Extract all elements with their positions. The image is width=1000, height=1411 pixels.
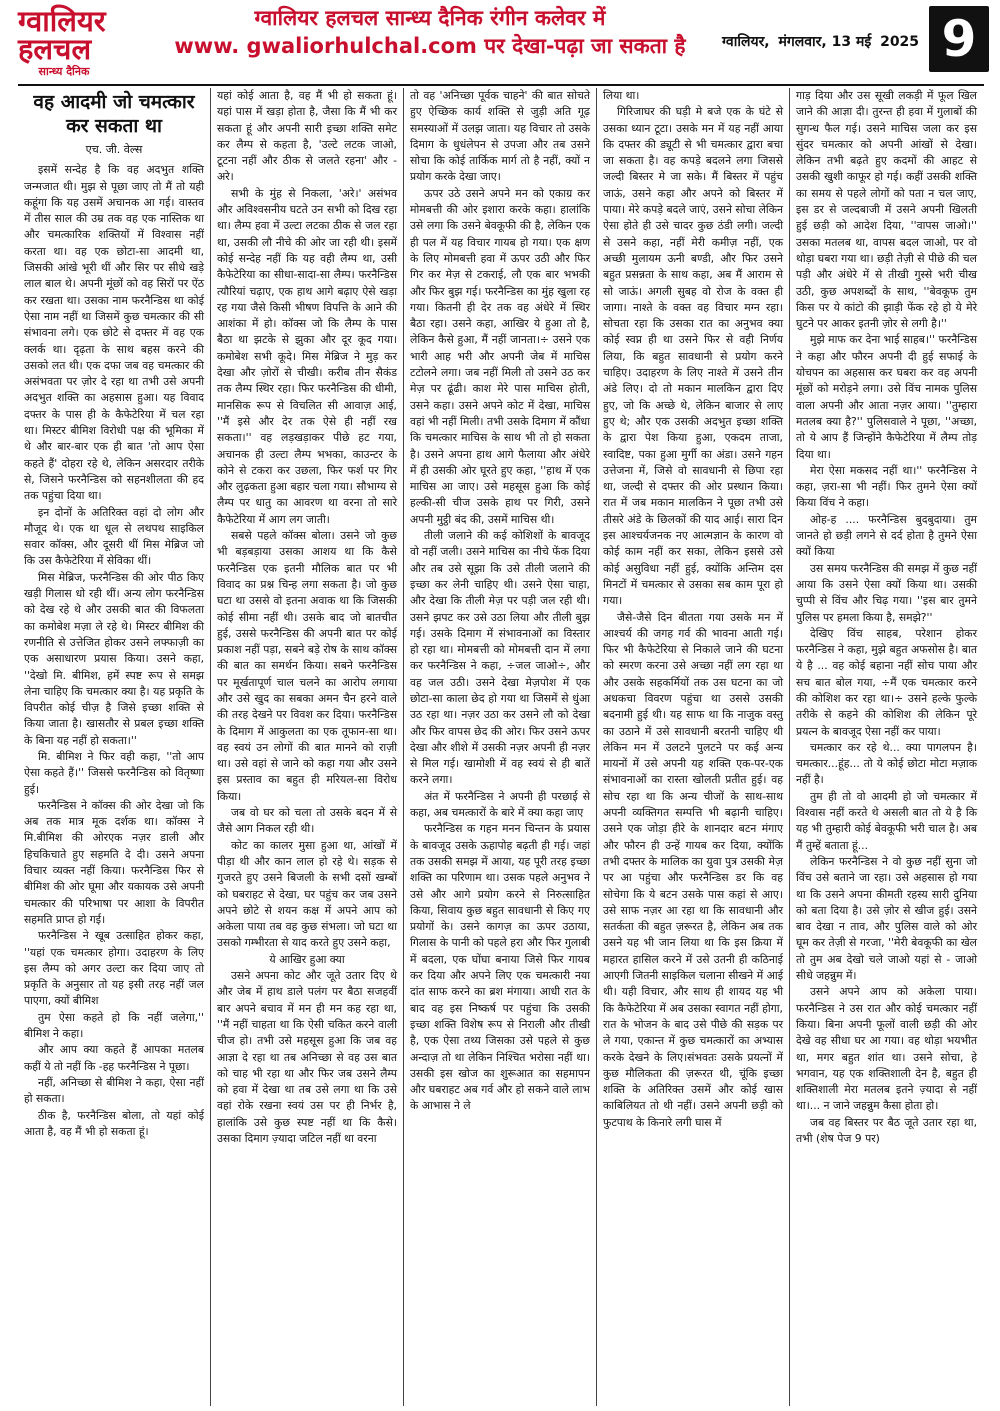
column-1 xyxy=(18,88,211,1406)
header-rule xyxy=(18,84,984,86)
paragraph: अंत में फरनैन्डिस ने अपनी ही परछाई से कहा, अब चमत्कारों के बारे में क्या कहा जाए xyxy=(410,789,590,820)
paragraph: सभी के मुंह से निकला, 'अरे।' असंभव और अविश्वसनीय घटते उन सभी को दिख रहा था। लैम्प हवा में उल्टा लटका ठीक से जल रहा था, उसकी लौ नीचे की ओर जा रही थी। इसमें कोई सन्देह नहीं कि यह वही लैम्प था, उसी कैफेटेरिया का सीधा-सादा-सा लैम्प। फरनैन्डिस त्यौरियां चढ़ाए, एक हाथ आगे बढ़ाए ऐसे खड़ा रह गया जैसे किसी भीषण विपत्ति के आने की आशंका में हो। कॉक्स जो कि लैम्प के पास बैठा था झटके से झुका और दूर कूद गया। कमोबेश सभी कूदे। मिस मेब्रिज ने मुड़ कर देखा और ज़ोरों से चीखी। करीब तीन सैकंड तक लैम्प स्थिर रहा। फिर फरनैन्डिस की धीमी, मानसिक रूप से विचलित सी आवाज़ आई, ''मैं इसे और देर तक ऐसे ही नहीं रख सकता।'' वह लड़खड़ाकर पीछे हट गया, अचानक ही उल्टा लैम्प भभका, काउन्टर के कोने से टकरा कर उछला, फिर फर्श पर गिर और लुढ़कता हुआ बहार चला गया। सौभाग्य से लैम्प पर धातु का आवरण था वरना तो सारे कैफेटेरिया में आग लग जाती। xyxy=(217,186,397,526)
logo-line-2: हलचल xyxy=(18,32,92,66)
paragraph: चमत्कार कर रहे थे... क्या पागलपन है। चमत्कार...हूंह... तो ये कोई छोटा मोटा मज़ाक नहीं है। xyxy=(796,740,977,787)
dateline-year: 2025 xyxy=(880,34,920,50)
paragraph: गाड़ दिया और उस सूखी लकड़ी में फूल खिल जाने की आज्ञा दी। तुरन्त ही हवा में गुलाबों की सुगन्ध फैल गई। उसने माचिस जला कर इस सुंदर चमत्कार को अपनी आंखों से देखा। लेकिन तभी बढ़ते हुए कदमों की आहट से उसकी खुशी काफूर हो गई। कहीं उसकी शक्ति का समय से पहले लोगों को पता न चल जाए, इस डर से जल्दबाजी में उसने अपनी खिलती हुई छड़ी को आदेश दिया, ''वापस जाओ।'' उसका मतलब था, वापस बदल जाओ, पर वो थोड़ा घबरा गया था। छड़ी तेज़ी से पीछे की चल पड़ी और अंधेरे में से तीखी गुस्से भरी चीख उठी, कुछ अपशब्दों के साथ, ''बेवकूफ तुम किस पर ये कांटो की झाड़ी फेंक रहे हो ये मेरे घुटने पर आकर इतनी ज़ोर से लगी है।'' xyxy=(796,89,977,331)
paragraph: लेकिन फरनैन्डिस ने वो कुछ नहीं सुना जो विंच उसे बताने जा रहा। उसे अहसास हो गया था कि उसने अपना कीमती रहस्य सारी दुनिया को बता दिया है। उसे ज़ोर से खीज हुई। उसने बाव देखा न ताव, और पुलिस वाले को ओर घूम कर तेज़ी से गरजा, ''मेरी बेवकूफी का खेल तो तुम अब देखो चले जाओ यहां से - जाओ सीधे जहन्नुम में। xyxy=(796,854,977,983)
paragraph: उसने अपना कोट और जूते उतार दिए थे और जेब में हाथ डाले पलंग पर बैठा सजहवीं बार अपने बचाव में मन ही मन कह रहा था, ''मैं नहीं चाहता था कि ऐसी चकित करने वाली चीज हो। तभी उसे महसूस हुआ कि जब वह आज्ञा दे रहा था तब अनिच्छा से वह उस बात को चाह भी रहा था और फिर जब उसने लैम्प को हवा में देखा था तब उसे लगा था कि उसे वहां रोके रखना स्वयं उस पर ही निर्भर है, हालांकि उसे कुछ स्पष्ट नहीं था कि कैसे। उसका दिमाग ज़्यादा जटिल नहीं था वरना xyxy=(217,969,397,1145)
paragraph: इसमें सन्देह है कि वह अदभुत शक्ति जन्मजात थी। मुझ से पूछा जाए तो मैं तो यही कहूंगा कि यह उसमें अचानक आ गई। वास्तव में तीस साल की उम्र तक वह एक नास्तिक था और चमत्कारिक शक्तियों में विश्वास नहीं करता था। वह एक छोटा-सा आदमी था, जिसकी आंखे भूरी थीं और सिर पर सीधे खड़े लाल बाल थे। अपनी मूंछों को वह सिरों पर ऐंठ कर रखता था। उसका नाम फरनैन्डिस था कोई ऐसा नाम नहीं था जिसमें कुछ चमत्कार की सी संभावना लगे। एक छोटे से दफ्तर में वह एक क्लर्क था। दृढ़ता के साथ बहस करने की उसको लत थी। एक दफा जब वह चमत्कार की असंभवता पर ज़ोर दे रहा था तभी उसे अपनी अदभुत शक्ति का अहसास हुआ। यह विवाद दफ्तर के पास ही के कैफेटेरिया में चल रहा था। मिस्टर बीमिश विरोधी पक्ष की भूमिका में थे और बार-बार एक ही बात 'तो आप ऐसा कहते हैं' दोहरा रहे थे, लेकिन असरदार तरीके से, जिसने फरनैन्डिस को सहनशीलता की हद तक पहुंचा दिया था। xyxy=(24,163,204,503)
paragraph: यहां कोई आता है, वह मैं भी हो सकता हूं। यहां पास में खड़ा होता है, जैसा कि मैं भी कर सकता हूं और अपनी सारी इच्छा शक्ति समेट कर लैम्प से कहता है, 'उल्टे लटक जाओ, टूटना नहीं और ठीक से जलते रहना' और - अरे। xyxy=(217,89,397,184)
paragraph: लिया था। xyxy=(603,89,640,102)
promo-line-2: www. gwaliorhulchal.com पर देखा-पढ़ा जा सकता है xyxy=(174,34,686,58)
dateline-date: मंगलवार, 13 मई xyxy=(778,34,872,50)
paragraph: जैसे-जैसे दिन बीतता गया उसके मन में आश्चर्य की जगह गर्व की भावना आती गई। फिर भी कैफेटेरिया से निकाले जाने की घटना को स्मरण करना उसे अच्छा नहीं लग रहा था और उसके सहकर्मियों तक उस घटना का जो अधकचा विवरण पहुंचा था उससे उसकी बदनामी हुई थी। यह साफ था कि नाजुक वस्तु का उठाने में उसे सावधानी बरतनी चाहिए थी लेकिन मन में उलटने पुलटने पर कई अन्य मायनों में उसे अपनी यह शक्ति एक-पर-एक संभावनाओं का रास्ता खोलती प्रतीत हुई। वह सोच रहा था कि अन्य चीजों के साथ-साथ अपनी व्यक्तिगत सम्पत्ति भी बढ़ानी चाहिए। उसने एक जोड़ा हीरे के शानदार बटन मंगाए और फौरन ही उन्हें गायब कर दिया, क्योंकि तभी दफ्तर के मालिक का युवा पुत्र उसकी मेज़ पर आ पहुंचा और फरनैन्डिस डर कि वह सोचेगा कि ये बटन उसके पास कहां से आए। उसे साफ नज़र आ रहा था कि सावधानी और सतर्कता की बहुत ज़रूरत है, लेकिन अब तक उसने यह भी जान लिया था कि इस क्रिया में महारत हासिल करने में उसे उतनी ही कठिनाई आएगी जितनी साइकिल चलाना सीखने में आई थी। यही विचार, और साथ ही शायद यह भी कि कैफेटेरिया में अब उसका स्वागत नहीं होगा, रात के भोजन के बाद उसे पीछे की सड़क पर ले गया, एकान्त में कुछ चमत्कारों का अभ्यास करके देखने के लिए।संभवतः उसके प्रयत्नों में कुछ मौलिकता की ज़रूरत थी, चूंकि इच्छा शक्ति के अतिरिक्त उसमें और कोई खास काबिलियत तो थी नहीं। उसने अपनी छड़ी को फुटपाथ के किनारे लगी घास में xyxy=(603,610,783,1129)
paragraph: तुम ऐसा कहते हो कि नहीं जलेगा,'' बीमिश ने कहा। xyxy=(24,1010,204,1041)
paragraph: कोट का कालर मुसा हुआ था, आंखों में पीड़ा थी और कान लाल हो रहे थे। सड़क से गुजरते हुए उसने बिजली के सभी दसों खम्बों को घबराहट से देखा, घर पहुंच कर जब उसने अपने छोटे से शयन कक्ष में अपने आप को अकेला पाया तब वह कुछ संभला। जो घटा था उसको गम्भीरता से याद करते हुए उसने कहा, xyxy=(217,838,397,950)
paragraph: इन दोनों के अतिरिक्त वहां दो लोग और मौजूद थे। एक था धूल से लथपथ साइकिल सवार कॉक्स, और दूसरी थीं मिस मेब्रिज जो कि उस कैफेटेरिया में सेविका थीं। xyxy=(24,505,204,568)
article-columns xyxy=(18,88,984,1406)
page-number: 9 xyxy=(929,6,989,72)
logo-line-1: ग्वालियर xyxy=(18,4,106,38)
paragraph: ये आखिर हुआ क्या xyxy=(269,952,345,966)
paragraph: तीली जलाने की कई कोशिशों के बावजूद वो नहीं जली। उसने माचिस का नीचे फेंक दिया और तब उसे सूझा कि उसे तीली जलाने की इच्छा कर लेनी चाहिए थी। उसने ऐसा चाहा, और देखा कि तीली मेज़ पर पड़ी जल रही थी। उसने झपट कर उसे उठा लिया और तीली बुझ गई। उसके दिमाग में संभावनाओं का विस्तार हो रहा था। मोमबत्ती को मोमबत्ती दान में लगा कर फरनैन्डिस ने कहा, ÷जल जाओ÷, और वह जल उठी। उसने देखा मेज़पोश में एक छोटा-सा काला छेद हो गया था जिसमें से धुंआ उठ रहा था। नज़र उठा कर उसने लौ को देखा और फिर वापस छेद की ओर। फिर उसने ऊपर देखा और शीशे में उसकी नज़र अपनी ही नज़र से मिल गई। खामोशी में वह स्वयं से ही बातें करने लगा। xyxy=(410,529,590,787)
paragraph: उस समय फरनैन्डिस की समझ में कुछ नहीं आया कि उसने ऐसा क्यों किया था। उसकी चुप्पी से विंच और चिढ़ गया। ''इस बार तुमने पुलिस पर हमला किया है, समझे?'' xyxy=(796,561,977,624)
paragraph: मिस मेब्रिज, फरनैन्डिस की ओर पीठ किए खड़ी गिलास धो रही थीं। अन्य लोग फरनैन्डिस को देख रहे थे और उसकी बात की विफलता का कमोबेश मज़ा ले रहे थे। मिस्टर बीमिश की रणनीति से उत्तेजित होकर उसने लफ्फाज़ी का एक असाधारण प्रयास किया। उसने कहा, ''देखो मि. बीमिश, हमें स्पष्ट रूप से समझ लेना चाहिए कि चमत्कार क्या है। यह प्रकृति के विपरीत कोई चीज़ है जिसे इच्छा शक्ति से किया जाता है। खासतौर से प्रबल इच्छा शक्ति के बिना यह नहीं हो सकता।'' xyxy=(24,570,204,747)
paragraph: और आप क्या कहते हैं आपका मतलब कहीं ये तो नहीं कि -हह फरनैन्डिस ने पूछा। xyxy=(24,1043,204,1073)
logo-tagline: सान्ध्य दैनिक xyxy=(38,65,90,78)
column-3 xyxy=(404,88,597,1406)
paragraph: देखिए विंच साहब, परेशान होकर फरनैन्डिस ने कहा, मुझे बहुत अफसोस है। बात ये है ... वह कोई बहाना नहीं सोच पाया और सच बात बोल गया, ÷मैं एक चमत्कार करने की कोशिश कर रहा था।÷ उसने हल्के फुल्के तरीके से कहने की कोशिश की लेकिन पूरे प्रयत्न के बावजूद ऐसा नहीं कर पाया। xyxy=(796,626,977,738)
paragraph: मेरा ऐसा मकसद नहीं था।'' फरनैन्डिस ने कहा, ज़रा-सा भी नहीं। फिर तुमने ऐसा क्यों किया विंच ने कहा। xyxy=(796,463,977,510)
paragraph: मुझे माफ कर देना भाई साहब।'' फरनैन्डिस ने कहा और फौरन अपनी दी हुई सफाई के योचपन का अहसास कर घबरा कर वह अपनी मूंछों को मरोड़ने लगा। उसे विंच नामक पुलिस वाला अपनी और आता नज़र आया। ''तुम्हारा मतलब क्या है?'' पुलिसवाले ने पूछा, ''अच्छा, तो ये आप हैं जिन्होंने कैफेटेरिया में लैम्प तोड़ दिया था। xyxy=(796,333,977,461)
paragraph: गिरिजाघर की घड़ी मे बजे एक के घंटे से उसका ध्यान टूटा। उसके मन में यह नहीं आया कि दफ्तर की ड्यूटी से भी चमत्कार द्वारा बचा जा सकता है। वह कपड़े बदलने लगा जिससे जल्दी बिस्तर मे जा सके। मैं बिस्तर में पहुंच जाऊं, उसने कहा और अपने को बिस्तर में पाया। मेरे कपड़े बदले जाएं, उसने सोचा लेकिन ऐसा होते ही उसे चादर कुछ ठंडी लगी। जल्दी से उसने कहा, नहीं मेरी कमीज़ नहीं, एक अच्छी मुलायम ऊनी बण्डी, और फिर उसने बहुत प्रसन्नता के साथ कहा, अब मैं आराम से सो जाऊं। अगली सुबह वो रोज के वक्त ही जागा। नाश्ते के वक्त वह विचार मग्न रहा। सोचता रहा कि उसका रात का अनुभव क्या कोई स्वप्न ही था उसने फिर से वही निर्णय लिया, कि बहुत सावधानी से प्रयोग करने चाहिए। उदाहरण के लिए नाश्ते में उसने तीन अंडे लिए। दो तो मकान मालकिन द्वारा दिए हुए, जो कि अच्छे थे, लेकिन बाजार से लाए हुए थे; और एक उसकी अदभुत इच्छा शक्ति के द्वारा पेश किया हुआ, एकदम ताजा, स्वादिष्ट, पका हुआ मुर्गी का अंडा। उसने गहन उत्तेजना में, जिसे वो सावधानी से छिपा रहा था, जल्दी से दफ्तर की ओर प्रस्थान किया। रात में जब मकान मालकिन ने पूछा तभी उसे तीसरे अंडे के छिलकों की याद आई। सारा दिन इस आश्चर्यजनक नए आत्मज्ञान के कारण वो कोई काम नहीं कर सका, लेकिन इससे उसे कोई असुविधा नहीं हुई, क्योंकि अन्तिम दस मिनटों में चमत्कार से उसका सब काम पूरा हो गया। xyxy=(603,105,783,608)
paragraph: मि. बीमिश ने फिर वही कहा, ''तो आप ऐसा कहते हैं।'' जिससे फरनैन्डिस को वितृष्णा हुई। xyxy=(24,749,204,796)
column-4 xyxy=(597,88,790,1406)
promo-banner xyxy=(150,4,710,60)
paragraph: फरनैन्डिस क गहन मनन चिन्तन के प्रयास के बावजूद उसके ऊहापोह बढ़ती ही गई। जहां तक उसकी समझ में आया, यह पूरी तरह इच्छा शक्ति का परिणाम था। उसक पहले अनुभव ने उसे और आगे प्रयोग करने से निरुत्साहित किया, सिवाय कुछ बहुत सावधानी से किए गए प्रयोगों के। उसने कागज़ का ऊपर उठाया, गिलास के पानी को पहले हरा और फिर गुलाबी में बदला, एक घोंघा बनाया जिसे फिर गायब कर दिया और अपने लिए एक चमत्कारी नया दांत साफ करने का ब्रश मंगाया। आधी रात के बाद वह इस निष्कर्ष पर पहुंचा कि उसकी इच्छा शक्ति विशेष रूप से निराली और तीखी है, एक ऐसा तथ्य जिसका उसे पहले से कुछ अन्दाज़ तो था लेकिन निश्चित भरोसा नहीं था। उसकी इस खोज का शुरूआत का सहमापन और घबराहट अब गर्व और हो सकने वाले लाभ के आभास ने ले xyxy=(410,822,590,1113)
column-2 xyxy=(211,88,404,1406)
article-headline: वह आदमी जो चमत्कार कर सकता था xyxy=(33,91,195,137)
paragraph: जब वो घर को चला तो उसके बदन में से जैसे आग निकल रही थी। xyxy=(217,806,397,836)
paragraph: ठीक है, फरनैन्डिस बोला, तो यहां कोई आता है, वह मैं भी हो सकता हूं। xyxy=(24,1108,204,1138)
article-byline: एच. जी. वेल्स xyxy=(85,143,143,156)
paragraph: फरनैन्डिस ने खूब उत्साहित होकर कहा, ''यहां एक चमत्कार होगा। उदाहरण के लिए इस लैम्प को अगर उल्टा कर दिया जाए तो प्रकृति के अनुसार तो यह इसी तरह नहीं जल पाएगा, क्यों बीमिश xyxy=(24,929,204,1008)
paragraph: नहीं, अनिच्छा से बीमिश ने कहा, ऐसा नहीं हो सकता। xyxy=(24,1075,204,1106)
masthead xyxy=(0,0,1000,84)
continuation-note: जब वह बिस्तर पर बैठ जूते उतार रहा था, तभी (शेष पेज 9 पर) xyxy=(796,1115,977,1145)
paragraph: ओह-ह .... फरनैन्डिस बुदबुदाया। तुम जानते हो छड़ी लगने से दर्द होता है तुमने ऐसा क्यों किया xyxy=(796,512,977,559)
paragraph: सबसे पहले कॉक्स बोला। उसने जो कुछ भी बड़बड़ाया उसका आशय था कि कैसे फरनैन्डिस एक इतनी मौलिक बात पर भी विवाद का प्रश्न चिन्ह लगा सकता है। जो कुछ घटा था उससे वो इतना अवाक था कि जिसकी कोई सीमा नहीं थी। उसके बाद जो बातचीत हुई, उससे फरनैन्डिस की अपनी बात पर कोई प्रकाश नहीं पड़ा, सबने बड़े रोष के साथ कॉक्स की बात का समर्थन किया। सबने फरनैन्डिस पर मूर्खतापूर्ण चाल चलने का आरोप लगाया और उसे खुद का सबका अमन चैन हरने वाले की तरह देखने पर विवश कर दिया। फरनैन्डिस के दिमाग में आकुलता का एक तूफान-सा था। वह स्वयं उन लोगों की बात मानने को राज़ी था। उसे वहां से जाने को कहा गया और उसने इस प्रस्ताव का बहुत ही मरियल-सा विरोध किया। xyxy=(217,529,397,803)
dateline-city: ग्वालियर, xyxy=(722,34,770,50)
paragraph: फरनैन्डिस ने कॉक्स की ओर देखा जो कि अब तक मात्र मूक दर्शक था। कॉक्स ने मि.बीमिश की ओरएक नज़र डाली और हिचकिचाते हुए सहमति दे दी। उसने अपना विचार व्यक्त नहीं किया। फरनैन्डिस फिर से बीमिश की ओर घूमा और यकायक उसे अपनी चमत्कार की परिभाषा पर आशा के विपरीत सहमति प्राप्त हो गई। xyxy=(24,798,204,926)
paragraph: तो वह 'अनिच्छा पूर्वक चाहने' की बात सोचते हुए ऐच्छिक कार्य शक्ति से जुड़ी अति गूढ़ समस्याओं में उलझ जाता। यह विचार तो उसके दिमाग के धुधंलेपन से उपजा और तब उसने सोचा कि कोई तार्किक मार्ग तो है नहीं, क्यों न प्रयोग करके देखा जाए। xyxy=(410,89,590,184)
paragraph: उसने अपने आप को अकेला पाया। फरनैन्डिस ने उस रात और कोई चमत्कार नहीं किया। बिना अपनी फूलों वाली छड़ी की ओर देखे वह सीधा घर आ गया। वह थोड़ा भयभीत था, मगर बहुत शांत था। उसने सोचा, हे भगवान, यह एक शक्तिशाली देन है, बहुत ही शक्तिशाली मेरा मतलब इतने ज़्यादा से नहीं था।... न जाने जहन्नुम कैसा होता हो। xyxy=(796,985,977,1113)
column-5 xyxy=(790,88,983,1406)
paragraph: ऊपर उठे उसने अपने मन को एकाग्र कर मोमबत्ती की ओर इशारा करके कहा। हालांकि उसे लगा कि उसने बेवकूफी की है, लेकिन एक ही पल में यह विचार गायब हो गया। एक क्षण के लिए मोमबत्ती हवा में ऊपर उठी और फिर गिर कर मेज़ से टकराई, लौ एक बार भभकी और फिर बुझ गई। फरनैन्डिस का मुंह खुला रह गया। कितनी ही देर तक वह अंधेरे में स्थिर बैठा रहा। उसने कहा, आखिर ये हुआ तो है, लेकिन कैसे हुआ, मैं नहीं जानता।÷ उसने एक भारी आह भरी और अपनी जेब में माचिस टटोलने लगा। जब नहीं मिली तो उसने उठ कर मेज़ पर ढूंढी। काश मेरे पास माचिस होती, उसने कहा। उसने अपने कोट में देखा, माचिस वहां भी नहीं मिली। तभी उसके दिमाग में कौंधा कि चमत्कार माचिस के साथ भी तो हो सकता है। उसने अपना हाथ आगे फैलाया और अंधेरे में ही उसकी ओर घूरते हुए कहा, ''हाथ में एक माचिस आ जाए। उसे महसूस हुआ कि कोई हल्की-सी चीज उसके हाथ पर गिरी, उसने अपनी मुट्ठी बंद की, उसमें माचिस थी। xyxy=(410,186,590,526)
newspaper-logo xyxy=(18,6,148,82)
paragraph: तुम ही तो वो आदमी हो जो चमत्कार में विश्वास नहीं करते थे असली बात तो ये है कि यह भी तुम्हारी कोई बेवकूफी भरी चाल है। अब मैं तुम्हें बताता हूं... xyxy=(796,789,977,852)
dateline xyxy=(722,32,922,51)
promo-line-1: ग्वालियर हलचल सान्ध्य दैनिक रंगीन कलेवर में xyxy=(254,6,606,30)
